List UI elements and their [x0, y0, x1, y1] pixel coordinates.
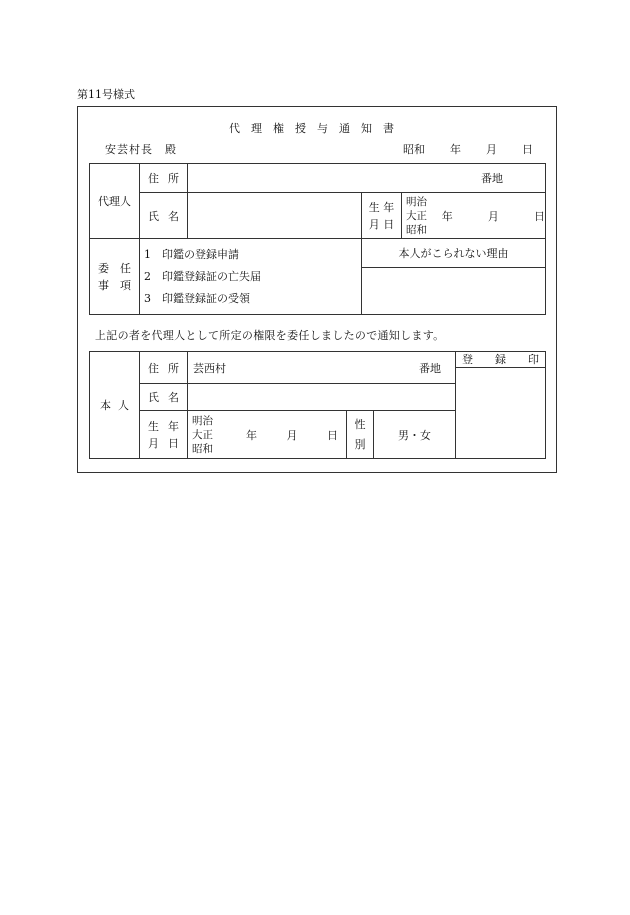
agent-era-meiji: 明治 [406, 195, 427, 208]
principal-birth-day: 日 [327, 428, 338, 442]
principal-birth-year: 年 [246, 428, 257, 442]
addressee: 安芸村長 殿 [105, 143, 177, 156]
principal-section-label: 本 人 [90, 352, 140, 459]
agent-name-label: 氏 名 [140, 193, 188, 239]
principal-name-field[interactable] [188, 384, 456, 411]
form-title: 代理権授与通知書 [229, 122, 405, 135]
delegation-item-3[interactable]: 3 印鑑登録証の受領 [144, 291, 250, 305]
principal-era-meiji: 明治 [192, 414, 213, 427]
principal-address-suffix: 番地 [419, 361, 441, 375]
agent-address-label: 住 所 [140, 164, 188, 193]
reason-field[interactable] [362, 268, 546, 315]
principal-era-taisho: 大正 [192, 428, 213, 441]
agent-birth-label: 生 年 月 日 [362, 193, 402, 239]
principal-address-value: 芸西村 [193, 361, 226, 375]
agent-birth-field[interactable] [402, 193, 546, 239]
delegation-items [140, 239, 362, 315]
registered-seal-box [456, 352, 546, 459]
agent-name-field[interactable] [188, 193, 362, 239]
reason-header: 本人がこられない理由 [362, 239, 546, 268]
agent-birth-month: 月 [487, 209, 499, 223]
delegation-item-2[interactable]: 2 印鑑登録証の亡失届 [144, 269, 261, 283]
issue-date-day: 日 [522, 143, 533, 156]
form-number: 第11号様式 [77, 88, 135, 101]
agent-era-showa: 昭和 [406, 223, 427, 236]
principal-address-label: 住 所 [140, 352, 188, 384]
seal-header: 登 録 印 [456, 352, 545, 368]
agent-address-suffix: 番地 [481, 172, 504, 185]
principal-sex-field[interactable]: 男・女 [374, 411, 456, 459]
agent-era-taisho: 大正 [406, 209, 427, 222]
principal-sex-label: 性 別 [347, 411, 374, 459]
principal-address-field[interactable] [188, 352, 456, 384]
principal-birth-field[interactable] [188, 411, 347, 459]
agent-table [89, 163, 546, 315]
agent-birth-year: 年 [441, 209, 453, 223]
notice-text: 上記の者を代理人として所定の権限を委任しましたので通知します。 [95, 329, 445, 342]
delegation-label: 委 任 事 項 [90, 239, 140, 315]
principal-birth-label: 生 年 月 日 [140, 411, 188, 459]
delegation-item-1[interactable]: 1 印鑑の登録申請 [144, 247, 239, 261]
principal-table [89, 351, 546, 459]
principal-era-showa: 昭和 [192, 442, 213, 455]
issue-date-era: 昭和 [403, 143, 425, 156]
principal-birth-month: 月 [286, 428, 298, 442]
issue-date-month: 月 [486, 143, 497, 156]
agent-address-field[interactable] [188, 164, 546, 193]
issue-date-year: 年 [450, 143, 461, 156]
agent-section-label: 代理人 [90, 164, 140, 239]
agent-birth-day: 日 [534, 209, 546, 223]
principal-name-label: 氏 名 [140, 384, 188, 411]
issue-date [403, 141, 533, 157]
